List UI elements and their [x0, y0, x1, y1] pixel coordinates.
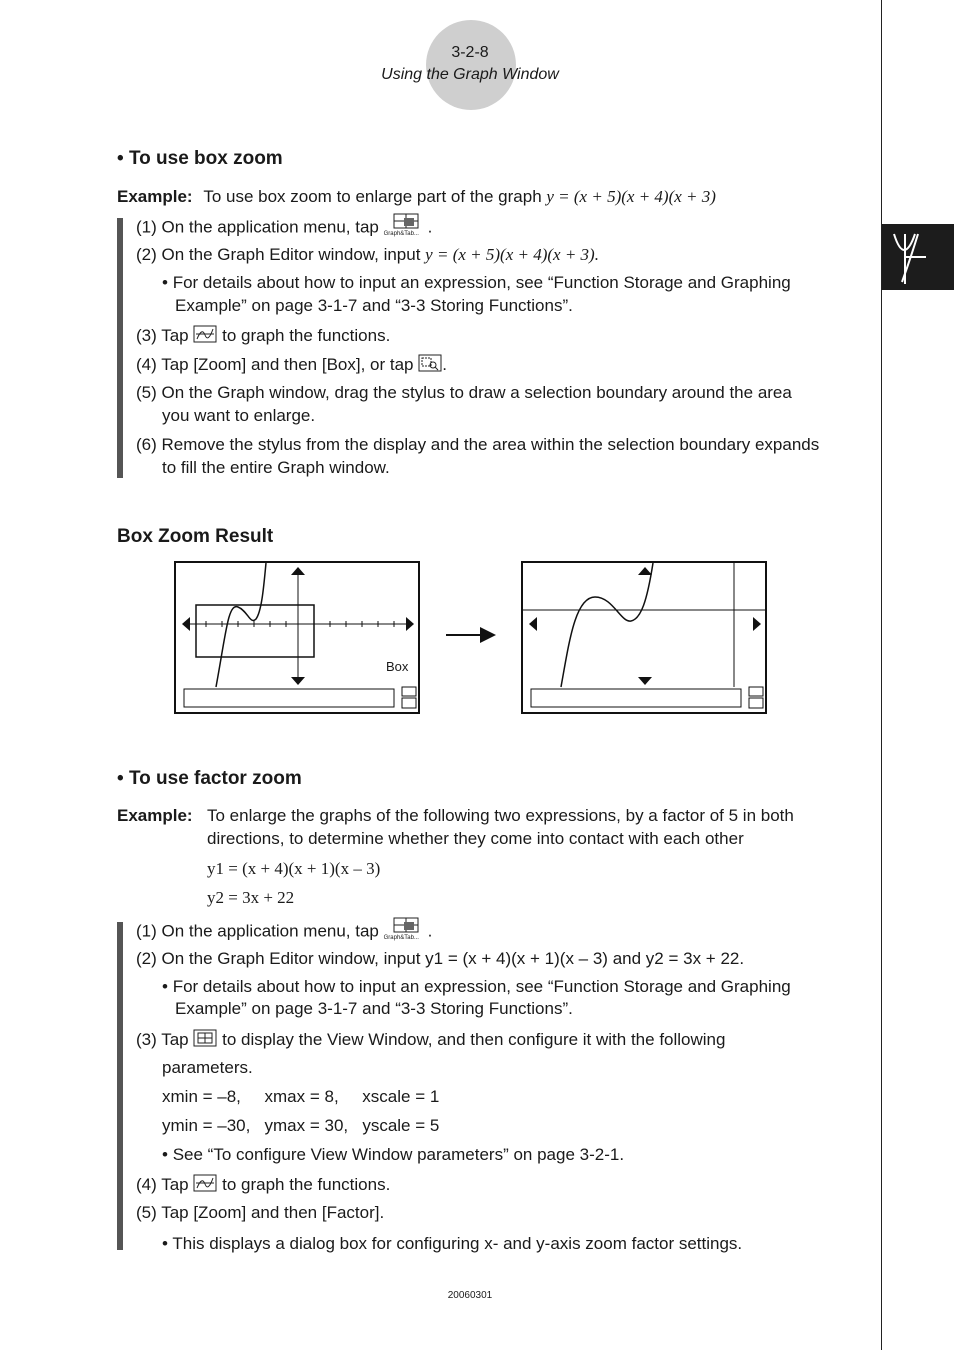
factor-example-text-1: To enlarge the graphs of the following two expressions, by a factor of 5 in both	[207, 806, 794, 825]
result-arrow-icon	[444, 625, 498, 650]
factor-steps-bar	[117, 922, 123, 1250]
bullet-text: See “To configure View Window parameters” on page 3-2-1.	[172, 1145, 625, 1164]
box-step-2-bullet	[162, 273, 791, 293]
factor-step-4	[136, 1174, 390, 1197]
step-text: Tap [Zoom] and then [Factor].	[161, 1203, 385, 1222]
step-text-after: to graph the functions.	[222, 1174, 391, 1194]
step-number: (1)	[136, 217, 157, 237]
graph-screen-after	[521, 561, 767, 714]
icon-caption: Graph&Tab...	[383, 935, 419, 941]
example-formula: y = (x + 5)(x + 4)(x + 3)	[546, 187, 716, 206]
box-step-1	[136, 215, 432, 241]
factor-step-2-bullet-cont: Example” on page 3-1-7 and “3-3 Storing Functions”.	[175, 999, 573, 1018]
box-step-2	[136, 245, 599, 265]
box-zoom-result-title: Box Zoom Result	[117, 526, 274, 547]
step-text-after: to graph the functions.	[222, 325, 391, 345]
right-margin-rule	[881, 0, 882, 1350]
box-zoom-example	[117, 187, 716, 207]
graph-screen-before	[174, 561, 420, 714]
step-text: On the Graph Editor window, input y1 = (x + 4)(x + 1)(x – 3) and y2 = 3x + 22.	[161, 949, 745, 968]
box-step-2-bullet-cont: Example” on page 3-1-7 and “3-3 Storing Functions”.	[175, 296, 573, 315]
box-step-6-cont: to fill the entire Graph window.	[162, 458, 390, 477]
example-label: Example:	[117, 187, 193, 206]
step-number: (1)	[136, 921, 157, 941]
graph-table-app-icon[interactable]	[384, 919, 428, 945]
factor-example-text-2: directions, to determine whether they come into contact with each other	[207, 829, 744, 848]
step-number: (2)	[136, 245, 157, 264]
example-text: To use box zoom to enlarge part of the graph	[203, 187, 547, 206]
factor-step-5-bullet	[162, 1234, 742, 1254]
box-zoom-icon[interactable]	[418, 354, 442, 377]
icon-caption: Graph&Tab...	[383, 231, 419, 237]
step-number: (3)	[136, 1029, 157, 1049]
factor-step-3-cont: parameters.	[162, 1058, 253, 1077]
bullet-text: For details about how to input an expression, see “Function Storage and Graphing	[172, 977, 791, 996]
box-step-3	[136, 325, 390, 348]
factor-step-2-bullet	[162, 977, 791, 997]
footer-code: 20060301	[447, 1290, 493, 1301]
period: .	[427, 921, 433, 941]
step-number: (5)	[136, 383, 157, 402]
period: .	[442, 354, 447, 374]
graph-draw-icon[interactable]	[193, 325, 217, 348]
box-zoom-title: To use box zoom	[128, 148, 283, 169]
step-text: Tap	[161, 1174, 189, 1194]
step-text: Tap	[161, 1029, 189, 1049]
graph-draw-icon[interactable]	[193, 1174, 217, 1197]
steps-bar	[117, 218, 123, 478]
factor-example-label: Example:	[117, 806, 193, 825]
graph-table-app-icon[interactable]	[384, 215, 428, 241]
box-zoom-heading	[117, 148, 283, 170]
factor-step-2	[136, 949, 744, 969]
box-step-5-cont: you want to enlarge.	[162, 406, 316, 425]
graph-after-plot	[523, 563, 765, 712]
heading-bullet: •	[117, 768, 124, 789]
box-step-5	[136, 383, 792, 403]
step-number: (2)	[136, 949, 157, 968]
step-text: Tap [Zoom] and then [Box], or tap	[161, 354, 414, 374]
box-step-6	[136, 435, 819, 455]
step-number: (6)	[136, 435, 157, 454]
step-text-after: to display the View Window, and then configure it with the following	[222, 1029, 726, 1049]
step-text: On the application menu, tap	[161, 217, 379, 237]
step-text: On the Graph Editor window, input	[161, 245, 426, 264]
step-text: Remove the stylus from the display and the area within the selection boundary expands	[161, 435, 820, 454]
step-number: (4)	[136, 1174, 157, 1194]
page-number: 3-2-8	[451, 44, 489, 61]
step-text: On the Graph window, drag the stylus to draw a selection boundary around the area	[161, 383, 792, 402]
factor-step-5	[136, 1203, 384, 1223]
factor-step-1	[136, 919, 432, 945]
bullet: •	[162, 1145, 168, 1164]
factor-eq1: y1 = (x + 4)(x + 1)(x – 3)	[207, 859, 381, 878]
step-text: On the application menu, tap	[161, 921, 379, 941]
chapter-tab	[882, 224, 954, 290]
bullet-text: For details about how to input an expression, see “Function Storage and Graphing	[172, 273, 791, 292]
box-label: Box	[386, 659, 409, 674]
factor-zoom-title: To use factor zoom	[128, 768, 302, 789]
step-number: (5)	[136, 1203, 157, 1222]
header-circle	[426, 20, 516, 110]
step-text: Tap	[161, 325, 189, 345]
section-title: Using the Graph Window	[381, 66, 559, 83]
step-number: (3)	[136, 325, 157, 345]
period: .	[427, 217, 433, 237]
view-params-x: xmin = –8, xmax = 8, xscale = 1	[162, 1087, 440, 1106]
bullet: •	[162, 1234, 168, 1253]
step-formula: y = (x + 5)(x + 4)(x + 3).	[425, 245, 599, 264]
box-step-4	[136, 354, 447, 377]
factor-eq2: y2 = 3x + 22	[207, 888, 295, 907]
view-window-icon[interactable]	[193, 1029, 217, 1052]
factor-zoom-heading	[117, 768, 302, 790]
step-number: (4)	[136, 354, 157, 374]
chapter-tab-graph-icon	[882, 224, 954, 290]
bullet: •	[162, 273, 168, 292]
factor-step-3	[136, 1029, 725, 1052]
bullet: •	[162, 977, 168, 996]
factor-step-3-bullet	[162, 1145, 624, 1165]
view-params-y: ymin = –30, ymax = 30, yscale = 5	[162, 1116, 440, 1135]
heading-bullet: •	[117, 148, 124, 169]
graph-before-plot	[176, 563, 418, 712]
bullet-text: This displays a dialog box for configuring x- and y-axis zoom factor settings.	[172, 1234, 743, 1253]
